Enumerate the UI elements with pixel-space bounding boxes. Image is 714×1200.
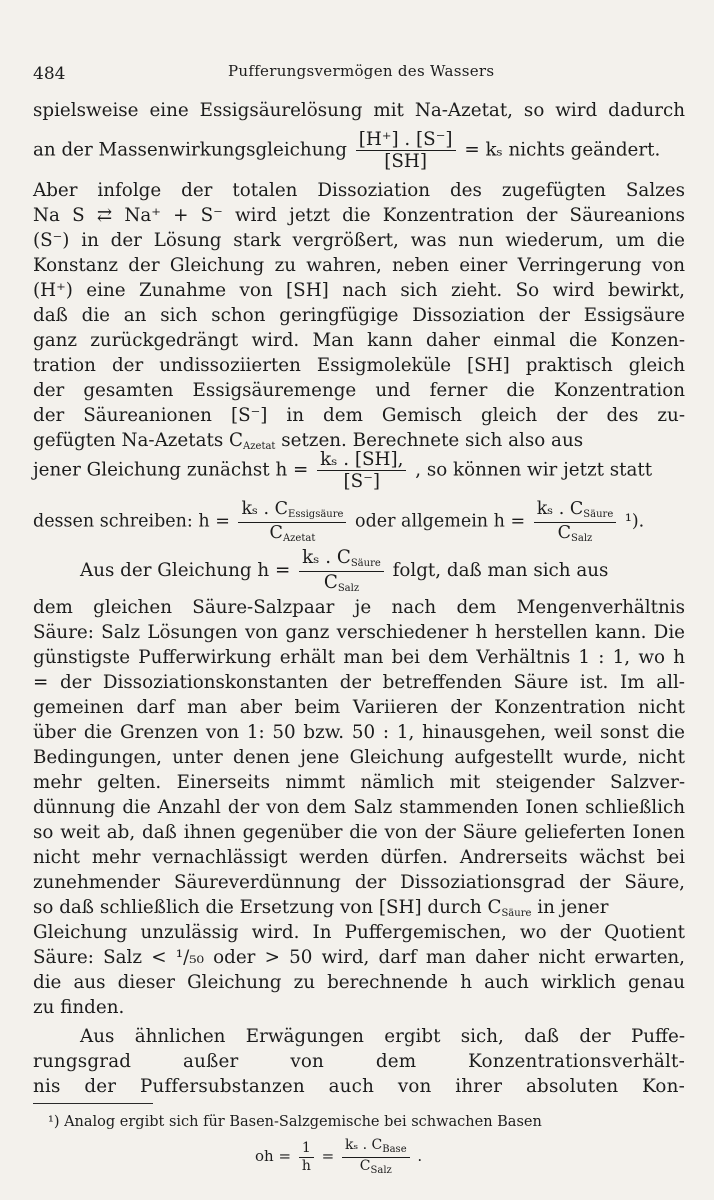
- text-line: über die Grenzen von 1: 50 bzw. 50 : 1, hinausgehen, weil sonst die: [33, 722, 685, 743]
- text-line: die aus dieser Gleichung zu berechnende h auch wirklich genau: [33, 972, 685, 993]
- subscript: Azetat: [243, 441, 276, 452]
- text-line: so weit ab, daß ihnen gegenüber die von der Säure gelieferten Ionen: [33, 822, 685, 843]
- text-line: gemeinen darf man aber beim Variieren der Konzentration nicht: [33, 697, 685, 718]
- text-line: günstigste Pufferwirkung erhält man bei dem Verhältnis 1 : 1, wo h: [33, 647, 685, 668]
- denominator-text: C: [269, 522, 283, 543]
- fraction-numerator: [299, 548, 384, 572]
- numerator-text: kₛ . C: [241, 499, 289, 519]
- fraction-denominator: [S⁻]: [343, 471, 380, 493]
- subscript: Salz: [370, 1164, 392, 1176]
- text-segment: setzen. Berechnete sich also aus: [281, 430, 584, 451]
- footnote-marker: ¹).: [624, 511, 645, 532]
- fraction-numerator: [H⁺] . [S⁻]: [356, 130, 456, 151]
- numerator-text: kₛ . C: [536, 499, 584, 519]
- text-line: der gesamten Essigsäuremenge und ferner die Konzentration: [33, 380, 685, 401]
- fraction-denominator: [299, 572, 384, 595]
- text-line: mehr gelten. Einerseits nimmt nämlich mit steigender Salzver-: [33, 772, 685, 793]
- text-line: spielsweise eine Essigsäurelösung mit Na-Azetat, so wird dadurch: [33, 100, 685, 121]
- h-fraction: [317, 450, 406, 491]
- subscript: Salz: [571, 532, 593, 544]
- text-segment: = kₛ nichts geändert.: [464, 139, 661, 161]
- h-saeure-salz-fraction: [299, 548, 384, 594]
- text-line: Aus ähnlichen Erwägungen ergibt sich, daß der Puffe-: [80, 1026, 685, 1047]
- subscript: Essigsäure: [288, 509, 344, 520]
- fraction-denominator: h: [301, 1157, 311, 1174]
- fraction-denominator: [SH]: [384, 151, 427, 173]
- footnote-text: ¹) Analog ergibt sich für Basen-Salzgemische bei schwachen Basen: [48, 1114, 542, 1130]
- denominator-text: C: [323, 571, 338, 593]
- text-line: Konstanz der Gleichung zu wahren, neben einer Verringerung von: [33, 255, 685, 276]
- text-line: ganz zurückgedrängt wird. Man kann daher einmal die Konzen-: [33, 330, 685, 351]
- fraction-numerator: 1: [299, 1141, 314, 1158]
- text-segment: jener Gleichung zunächst h =: [33, 459, 309, 481]
- subscript: Azetat: [282, 532, 316, 544]
- subscript: Säure: [350, 558, 381, 569]
- subscript: Salz: [337, 582, 360, 594]
- fraction-numerator: [238, 500, 346, 523]
- formula-end: .: [417, 1147, 423, 1165]
- text-line-equation: [33, 130, 685, 174]
- text-line: nis der Puffersubstanzen auch von ihrer absoluten Kon-: [33, 1076, 685, 1097]
- text-line-equation: [33, 500, 685, 544]
- text-line: Aber infolge der totalen Dissoziation des zugefügten Salzes: [33, 180, 685, 201]
- text-segment: so daß schließlich die Ersetzung von [SH] durch C: [33, 897, 502, 918]
- text-line: zu finden.: [33, 997, 125, 1018]
- text-line: tration der undissoziierten Essigmoleküle [SH] praktisch gleich: [33, 355, 685, 376]
- text-line: Na S ⇄ Na⁺ + S⁻ wird jetzt die Konzentration der Säureanions: [33, 205, 685, 226]
- text-line: dem gleichen Säure-Salzpaar je nach dem Mengenverhältnis: [33, 597, 685, 618]
- text-line: (H⁺) eine Zunahme von [SH] nach sich zieht. So wird bewirkt,: [33, 280, 685, 301]
- denominator-text: C: [557, 522, 572, 543]
- fraction-denominator: [534, 523, 617, 545]
- text-line: dünnung die Anzahl der von dem Salz stammenden Ionen schließlich: [33, 797, 685, 818]
- denominator-text: C: [359, 1157, 371, 1174]
- numerator-text: kₛ . C: [344, 1137, 383, 1153]
- text-line: [33, 897, 685, 925]
- fraction-numerator: [342, 1138, 410, 1158]
- text-line: (S⁻) in der Lösung stark vergrößert, was nun wiederum, um die: [33, 230, 685, 251]
- text-segment: folgt, daß man sich aus: [392, 560, 609, 581]
- fraction-denominator: [238, 523, 346, 545]
- text-segment: , so können wir jetzt statt: [415, 459, 653, 481]
- text-line: zunehmender Säureverdünnung der Dissoziationsgrad der Säure,: [33, 872, 685, 893]
- h-general-fraction: [534, 500, 617, 544]
- formula-lhs: oh =: [255, 1147, 292, 1165]
- concentration-symbol: C: [229, 430, 244, 451]
- text-line-equation: [33, 450, 685, 494]
- text-line: Gleichung unzulässig wird. In Puffergemischen, wo der Quotient: [33, 922, 685, 943]
- text-line: der Säureanionen [S⁻] in dem Gemisch gleich der des zu-: [33, 405, 685, 426]
- one-over-h-fraction: [299, 1141, 314, 1173]
- fraction-numerator: kₛ . [SH],: [317, 450, 406, 471]
- subscript: Base: [382, 1144, 407, 1155]
- subscript: Säure: [501, 908, 532, 919]
- text-line: daß die an sich schon geringfügige Dissoziation der Essigsäure: [33, 305, 685, 326]
- text-line: Säure: Salz Lösungen von ganz verschiedener h herstellen kann. Die: [33, 622, 685, 643]
- text-segment: oder allgemein h =: [355, 511, 526, 532]
- text-line: = der Dissoziationskonstanten der betreffenden Säure ist. Im all-: [33, 672, 685, 693]
- subscript: Säure: [583, 509, 614, 520]
- equals-sign: =: [321, 1147, 335, 1165]
- text-segment: gefügten Na-Azetats: [33, 430, 224, 451]
- text-line: rungsgrad außer von dem Konzentrationsverhält-: [33, 1051, 685, 1072]
- text-line-equation: [80, 548, 685, 592]
- text-segment: in jener: [537, 897, 609, 918]
- mass-action-fraction: [356, 130, 456, 171]
- text-line: nicht mehr vernachlässigt werden dürfen. Andrerseits wächst bei: [33, 847, 685, 868]
- fraction-denominator: [342, 1158, 410, 1177]
- text-segment: an der Massenwirkungsgleichung: [33, 139, 347, 161]
- footnote-rule: [33, 1103, 153, 1104]
- base-salt-fraction: [342, 1138, 410, 1176]
- text-line: Säure: Salz < ¹/₅₀ oder > 50 wird, darf man daher nicht erwarten,: [33, 947, 685, 968]
- text-segment: Aus der Gleichung h =: [80, 560, 291, 581]
- page-number: 484: [33, 64, 66, 84]
- text-segment: dessen schreiben: h =: [33, 511, 230, 532]
- running-head: Pufferungsvermögen des Wassers: [228, 62, 495, 80]
- footnote-formula: [255, 1138, 422, 1176]
- h-essigsaeure-fraction: [238, 500, 346, 544]
- text-line: Bedingungen, unter denen jene Gleichung aufgestellt wurde, nicht: [33, 747, 685, 768]
- numerator-text: kₛ . C: [302, 547, 351, 568]
- fraction-numerator: [534, 500, 617, 523]
